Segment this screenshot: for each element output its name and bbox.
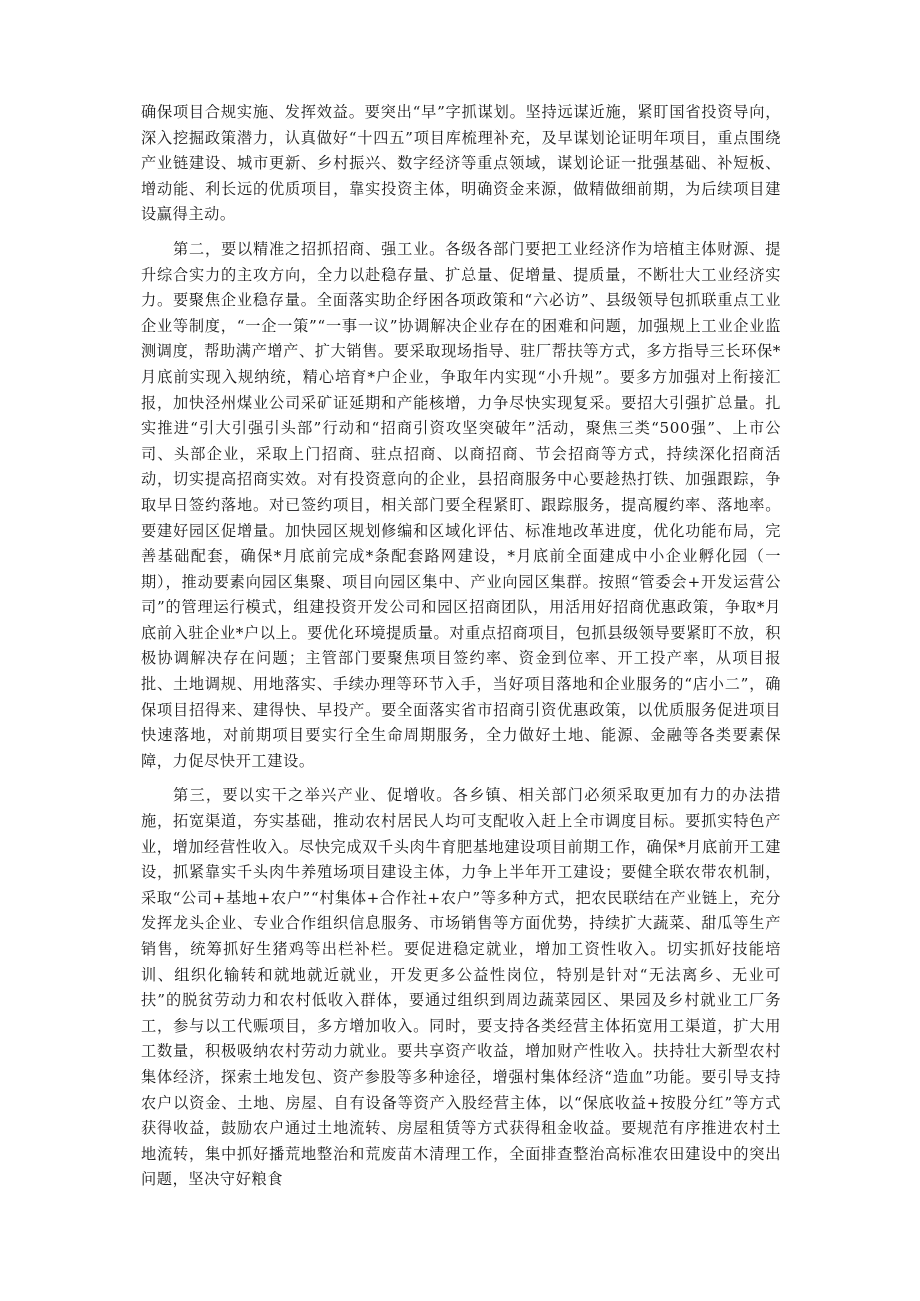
document-body: [141, 100, 781, 1202]
paragraph-second-industry-investment: 第二，要以精准之招抓招商、强工业。各级各部门要把工业经济作为培植主体财源、提升综合实力的主攻方向，全力以赴稳存量、扩总量、促增量、提质量，不断壮大工业经济实力。要聚焦企业稳存量。全面落实助企纾困各项政策和“六必访”、县级领导包抓联重点工业企业等制度，“一企一策”“一事一议”协调解决企业存在的困难和问题，加强规上工业企业监测调度，帮助满产增产、扩大销售。要采取现场指导、驻厂帮扶等方式，多方指导三长环保*月底前实现入规纳统，精心培育*户企业，争取年内实现“小升规”。要多方加强对上衔接汇报，加快泾州煤业公司采矿证延期和产能核增，力争尽快实现复采。要招大引强扩总量。扎实推进“引大引强引头部”行动和“招商引资攻坚突破年”活动，聚焦三类“500强”、上市公司、头部企业，采取上门招商、驻点招商、以商招商、节会招商等方式，持续深化招商活动，切实提高招商实效。对有投资意向的企业，县招商服务中心要趁热打铁、加强跟踪，争取早日签约落地。对已签约项目，相关部门要全程紧盯、跟踪服务，提高履约率、落地率。要建好园区促增量。加快园区规划修编和区域化评估、标准地改革进度，优化功能布局，完善基础配套，确保*月底前完成*条配套路网建设，*月底前全面建成中小企业孵化园（一期），推动要素向园区集聚、项目向园区集中、产业向园区集群。按照“管委会+开发运营公司”的管理运行模式，组建投资开发公司和园区招商团队，用活用好招商优惠政策，争取*月底前入驻企业*户以上。要优化环境提质量。对重点招商项目，包抓县级领导要紧盯不放，积极协调解决存在问题；主管部门要聚焦项目签约率、资金到位率、开工投产率，从项目报批、土地调规、用地落实、手续办理等环节入手，当好项目落地和企业服务的“店小二”，确保项目招得来、建得快、早投产。要全面落实省市招商引资优惠政策，以优质服务促进项目快速落地，对前期项目要实行全生命周期服务，全力做好土地、能源、金融等各类要素保障，力促尽快开工建设。: [141, 239, 781, 770]
paragraph-third-industry-income: 第三，要以实干之举兴产业、促增收。各乡镇、相关部门必须采取更加有力的办法措施，拓宽渠道，夯实基础，推动农村居民人均可支配收入赶上全市调度目标。要抓实特色产业，增加经营性收入。尽快完成双千头肉牛育肥基地建设项目前期工作，确保*月底前开工建设，抓紧靠实千头肉牛养殖场项目建设主体，力争上半年开工建设；要健全联农带农机制，采取“公司+基地+农户”“村集体+合作社+农户”等多种方式，把农民联结在产业链上，充分发挥龙头企业、专业合作组织信息服务、市场销售等方面优势，持续扩大蔬菜、甜瓜等生产销售，统筹抓好生猪鸡等出栏补栏。要促进稳定就业，增加工资性收入。切实抓好技能培训、组织化输转和就地就近就业，开发更多公益性岗位，特别是针对“无法离乡、无业可扶”的脱贫劳动力和农村低收入群体，要通过组织到周边蔬菜园区、果园及乡村就业工厂务工，参与以工代赈项目，多方增加收入。同时，要支持各类经营主体拓宽用工渠道，扩大用工数量，积极吸纳农村劳动力就业。要共享资产收益，增加财产性收入。扶持壮大新型农村集体经济，探索土地发包、资产参股等多种途径，增强村集体经济“造血”功能。要引导支持农户以资金、土地、房屋、自有设备等资产入股经营主体，以“保底收益+按股分红”等方式获得收益，鼓励农户通过土地流转、房屋租赁等方式获得租金收益。要规范有序推进农村土地流转，集中抓好播荒地整治和荒废苗木清理工作，全面排查整治高标准农田建设中的突出问题，坚决守好粮食: [141, 786, 781, 1189]
paragraph-continuation: 确保项目合规实施、发挥效益。要突出“早”字抓谋划。坚持远谋近施，紧盯国省投资导向，深入挖掘政策潜力，认真做好“十四五”项目库梳理补充，及早谋划论证明年项目，重点围绕产业链建设、城市更新、乡村振兴、数字经济等重点领域，谋划论证一批强基础、补短板、增动能、利长远的优质项目，靠实投资主体，明确资金来源，做精做细前期，为后续项目建设赢得主动。: [141, 103, 781, 224]
